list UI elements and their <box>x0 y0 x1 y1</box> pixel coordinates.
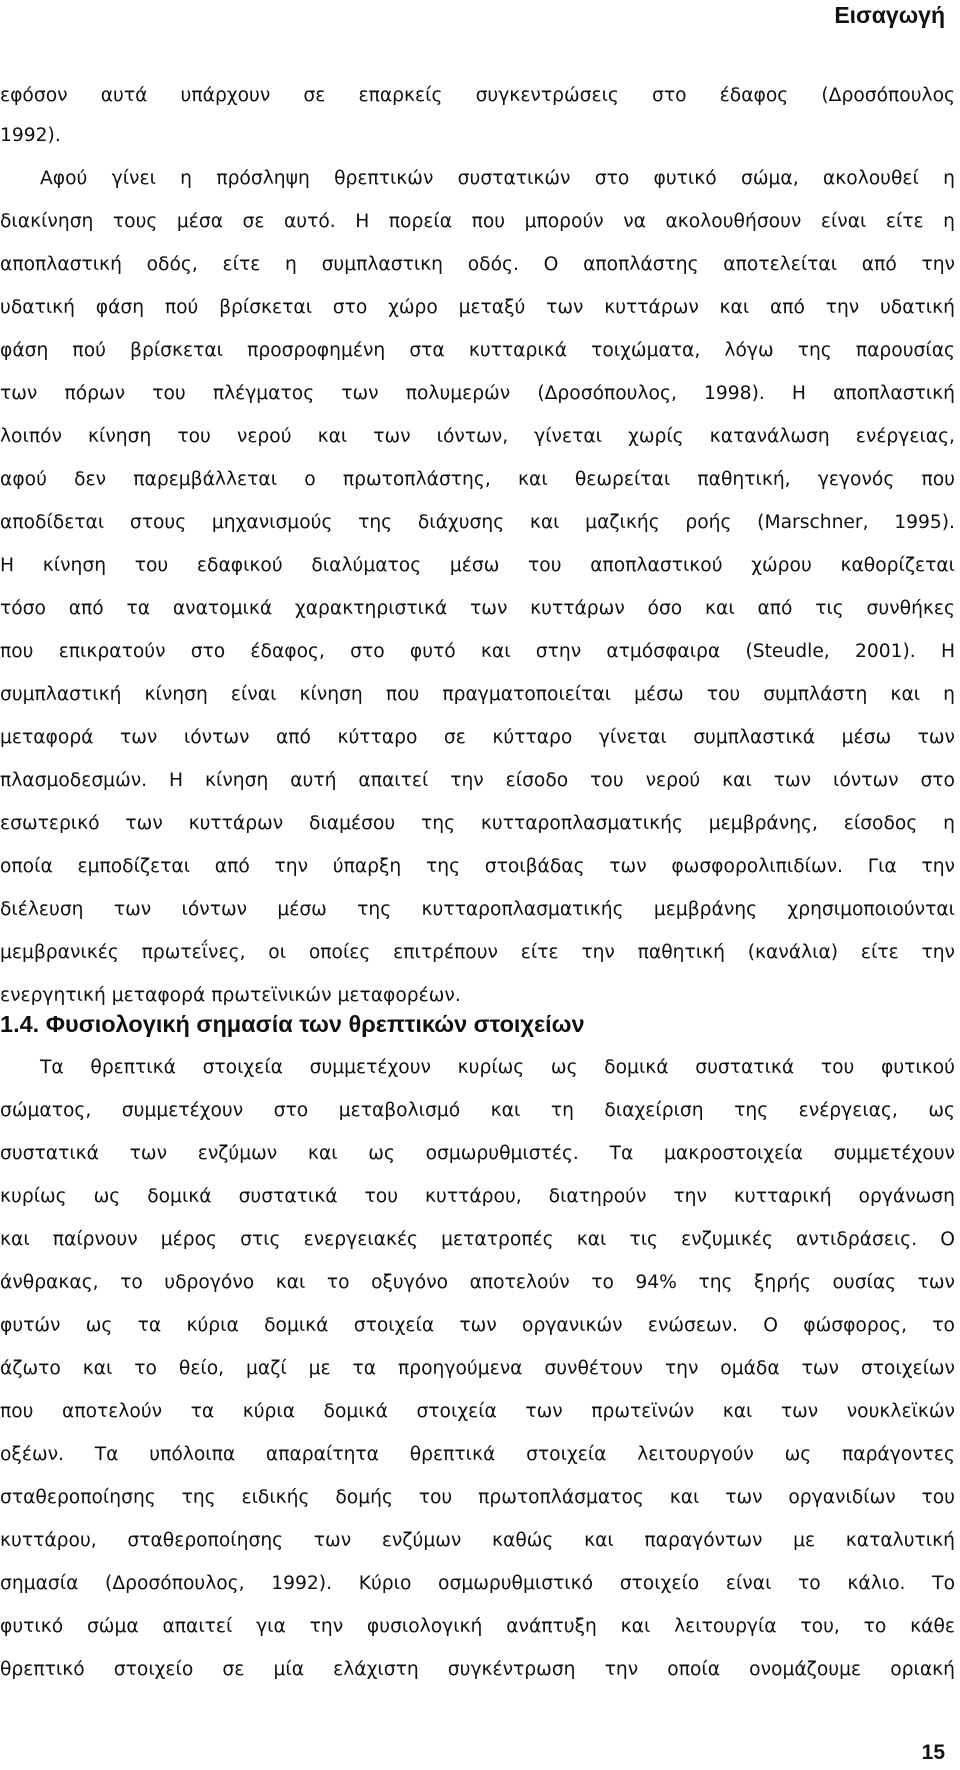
text-line: κυρίως ως δομικά συστατικά του κυττάρου, διατηρούν την κυτταρική οργάνωση <box>0 1186 955 1207</box>
text-line: εσωτερικό των κυττάρων διαμέσου της κυτταροπλασματικής μεμβράνης, είσοδος η <box>0 813 955 834</box>
text-line: αφού δεν παρεμβάλλεται ο πρωτοπλάστης, και θεωρείται παθητική, γεγονός που <box>0 469 955 490</box>
text-line: φάση πού βρίσκεται προσροφημένη στα κυτταρικά τοιχώματα, λόγω της παρουσίας <box>0 340 955 361</box>
text-line: συστατικά των ενζύμων και ως οσμωρυθμιστές. Τα μακροστοιχεία συμμετέχουν <box>0 1143 955 1164</box>
text-line: φυτών ως τα κύρια δομικά στοιχεία των οργανικών ενώσεων. Ο φώσφορος, το <box>0 1315 955 1336</box>
text-line: σώματος, συμμετέχουν στο μεταβολισμό και τη διαχείριση της ενέργειας, ως <box>0 1100 955 1121</box>
text-line: λοιπόν κίνηση του νερού και των ιόντων, γίνεται χωρίς κατανάλωση ενέργειας, <box>0 426 955 447</box>
text-line: αποδίδεται στους μηχανισμούς της διάχυσης και μαζικής ροής (Marschner, 1995). <box>0 512 955 533</box>
text-line: αποπλαστική οδός, είτε η συμπλαστικη οδός. Ο αποπλάστης αποτελείται από την <box>0 254 955 275</box>
text-line: που αποτελούν τα κύρια δομικά στοιχεία των πρωτεϊνών και των νουκλεϊκών <box>0 1401 955 1422</box>
text-line: συμπλαστική κίνηση είναι κίνηση που πραγματοποιείται μέσω του συμπλάστη και η <box>0 684 955 705</box>
text-line: φυτικό σώμα απαιτεί για την φυσιολογική ανάπτυξη και λειτουργία του, το κάθε <box>0 1616 955 1637</box>
text-line: διακίνηση τους μέσα σε αυτό. Η πορεία που μπορούν να ακολουθήσουν είναι είτε η <box>0 211 955 232</box>
text-line: κυττάρου, σταθεροποίησης των ενζύμων καθώς και παραγόντων με καταλυτική <box>0 1530 955 1551</box>
text-line: οποία εμποδίζεται από την ύπαρξη της στοιβάδας των φωσφορολιπιδίων. Για την <box>0 856 955 877</box>
text-line: ενεργητική μεταφορά πρωτεϊνικών μεταφορέων. <box>0 985 461 1006</box>
text-line: και παίρνουν μέρος στις ενεργειακές μετατροπές και τις ενζυμικές αντιδράσεις. Ο <box>0 1229 955 1250</box>
text-line: Αφού γίνει η πρόσληψη θρεπτικών συστατικών στο φυτικό σώμα, ακολουθεί η <box>40 168 955 189</box>
text-line: διέλευση των ιόντων μέσω της κυτταροπλασματικής μεμβράνης χρησιμοποιούνται <box>0 899 955 920</box>
text-line: μεταφορά των ιόντων από κύτταρο σε κύτταρο γίνεται συμπλαστικά μέσω των <box>0 727 955 748</box>
text-line: μεμβρανικές πρωτεΐνες, οι οποίες επιτρέπουν είτε την παθητική (κανάλια) είτε την <box>0 942 955 963</box>
text-line: οξέων. Τα υπόλοιπα απαραίτητα θρεπτικά στοιχεία λειτουργούν ως παράγοντες <box>0 1444 955 1465</box>
page-number: 15 <box>921 1741 945 1764</box>
text-line: σταθεροποίησης της ειδικής δομής του πρωτοπλάσματος και των οργανιδίων του <box>0 1487 955 1508</box>
text-line: Η κίνηση του εδαφικού διαλύματος μέσω του αποπλαστικού χώρου καθορίζεται <box>0 555 955 576</box>
text-line: των πόρων του πλέγματος των πολυμερών (Δροσόπουλος, 1998). Η αποπλαστική <box>0 383 955 404</box>
text-line: πλασμοδεσμών. Η κίνηση αυτή απαιτεί την είσοδο του νερού και των ιόντων στο <box>0 770 955 791</box>
text-line: που επικρατούν στο έδαφος, στο φυτό και στην ατμόσφαιρα (Steudle, 2001). Η <box>0 641 955 662</box>
text-line: άνθρακας, το υδρογόνο και το οξυγόνο αποτελούν το 94% της ξηρής ουσίας των <box>0 1272 955 1293</box>
text-line: Τα θρεπτικά στοιχεία συμμετέχουν κυρίως ως δομικά συστατικά του φυτικού <box>40 1057 955 1078</box>
text-line: 1992). <box>0 125 61 146</box>
text-line: σημασία (Δροσόπουλος, 1992). Κύριο οσμωρυθμιστικό στοιχείο είναι το κάλιο. Το <box>0 1573 955 1594</box>
text-line: εφόσον αυτά υπάρχουν σε επαρκείς συγκεντρώσεις στο έδαφος (Δροσόπουλος <box>0 85 955 106</box>
text-line: άζωτο και το θείο, μαζί με τα προηγούμενα συνθέτουν την ομάδα των στοιχείων <box>0 1358 955 1379</box>
text-line: θρεπτικό στοιχείο σε μία ελάχιστη συγκέντρωση την οποία ονομάζουμε οριακή <box>0 1659 955 1680</box>
text-line: τόσο από τα ανατομικά χαρακτηριστικά των κυττάρων όσο και από τις συνθήκες <box>0 598 955 619</box>
text-line: υδατική φάση πού βρίσκεται στο χώρο μεταξύ των κυττάρων και από την υδατική <box>0 297 955 318</box>
section-heading: 1.4. Φυσιολογική σημασία των θρεπτικών στοιχείων <box>0 1011 585 1037</box>
running-header: Εισαγωγή <box>834 2 945 28</box>
